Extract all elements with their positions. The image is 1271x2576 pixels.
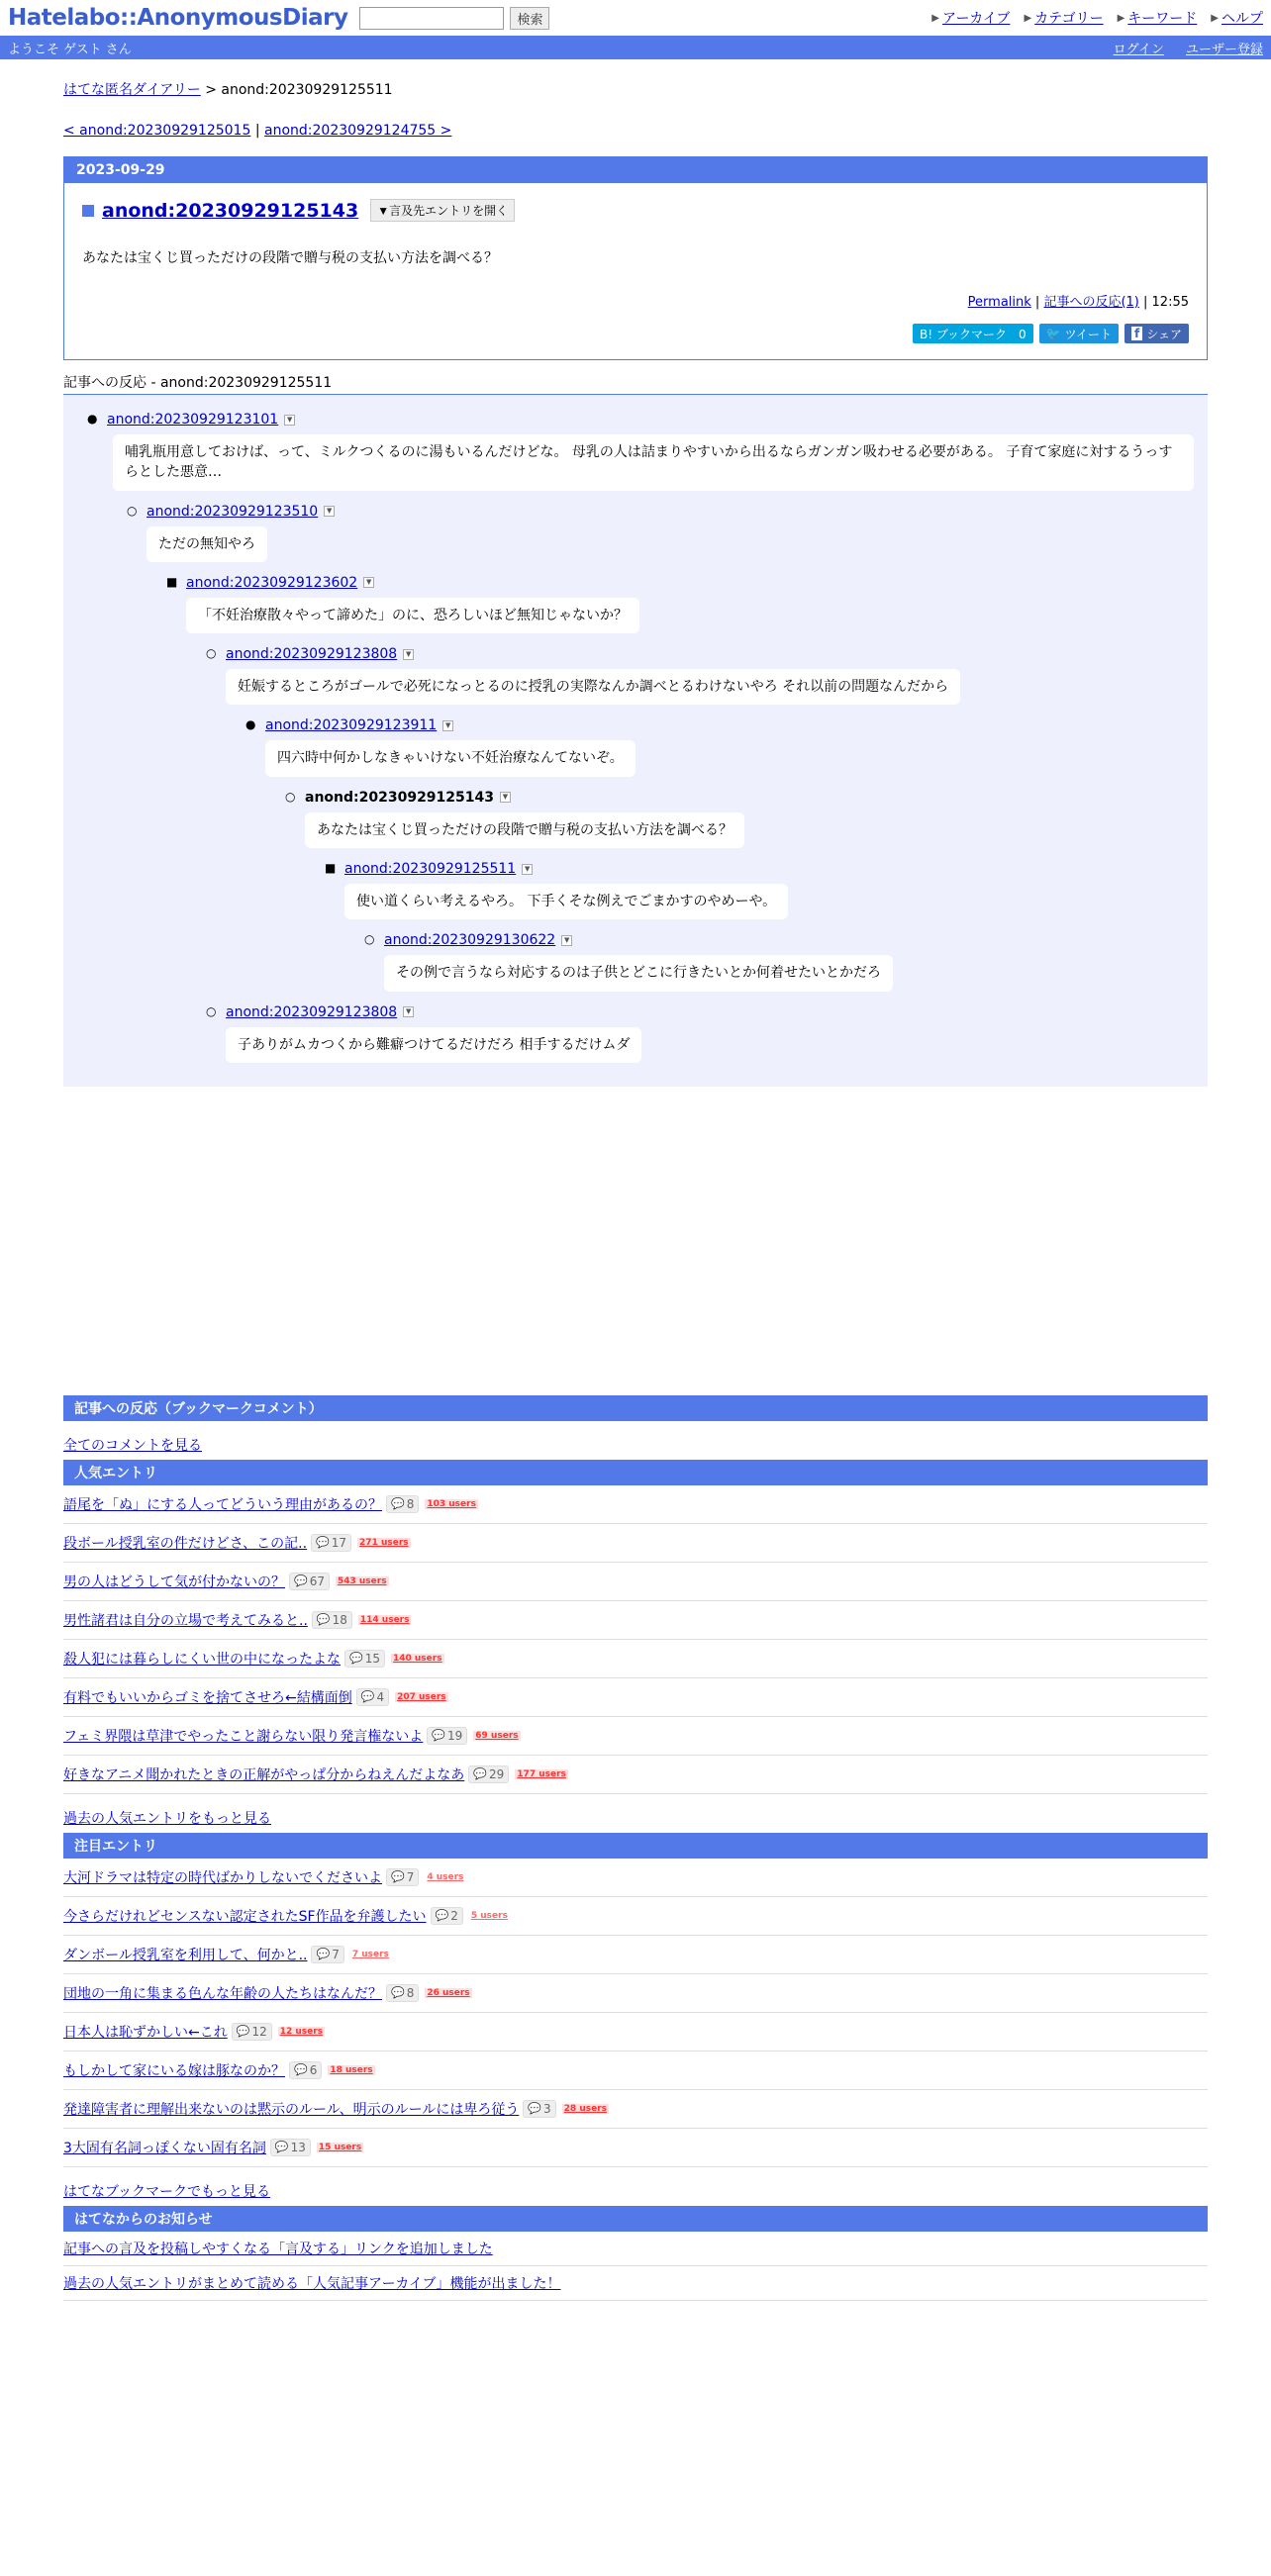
share-label: シェア	[1146, 327, 1182, 341]
entry-link[interactable]: 殺人犯には暮らしにくい世の中になったよな	[63, 1651, 341, 1668]
login-link[interactable]: ログイン	[1113, 42, 1164, 57]
reaction-node	[87, 411, 1194, 491]
circle-bullet-icon: ○	[285, 789, 296, 804]
comment-icon: 💬	[432, 1729, 446, 1743]
reaction-node	[245, 716, 1194, 776]
bookmark-users-badge[interactable]: 28 users	[563, 2103, 607, 2114]
bookmark-users-badge[interactable]: 103 users	[427, 1498, 476, 1509]
comment-count-badge[interactable]	[270, 2139, 311, 2156]
dropdown-icon[interactable]: ▼	[284, 415, 295, 426]
notices-heading: はてなからのお知らせ	[63, 2206, 1208, 2232]
entry-row	[63, 1897, 1208, 1936]
bookmark-users-badge[interactable]: 18 users	[330, 2064, 373, 2075]
entry-row	[63, 2129, 1208, 2167]
comment-count-badge[interactable]	[344, 1650, 385, 1668]
entry-link[interactable]: フェミ界隈は草津でやったこと謝らない限り発言権ないよ	[63, 1728, 424, 1745]
comment-count-badge[interactable]	[311, 1946, 343, 1963]
disc-bullet-icon: ●	[245, 717, 256, 732]
bookmark-users-badge[interactable]: 543 users	[337, 1575, 387, 1586]
entry-link[interactable]: 日本人は恥ずかしい←これ	[63, 2024, 228, 2041]
entry-link[interactable]: 3大固有名詞っぽくない固有名詞	[63, 2140, 266, 2156]
notice-list	[63, 2232, 1208, 2301]
bookmark-users-badge[interactable]: 207 users	[397, 1691, 446, 1702]
bookmark-users-badge[interactable]: 4 users	[427, 1871, 464, 1882]
dropdown-icon[interactable]: ▼	[442, 720, 453, 731]
comment-count: 6	[309, 2062, 318, 2077]
breadcrumb-current: anond:20230929125511	[221, 82, 393, 98]
square-bullet-icon: ■	[166, 574, 178, 589]
entry-link[interactable]: 好きなアニメ聞かれたときの正解がやっぱ分からねえんだよなあ	[63, 1766, 465, 1783]
entry-row	[63, 1974, 1208, 2013]
nav-help[interactable]	[1211, 8, 1263, 28]
dropdown-icon[interactable]: ▼	[403, 1006, 414, 1017]
comment-icon: 💬	[360, 1690, 375, 1704]
reaction-node	[206, 645, 1194, 705]
breadcrumb-separator: >	[205, 82, 217, 98]
circle-bullet-icon: ○	[127, 503, 138, 518]
circle-bullet-icon: ○	[206, 1003, 217, 1018]
reaction-text: あなたは宝くじ買っただけの段階で贈与税の支払い方法を調べる？	[305, 812, 744, 848]
comment-count-badge[interactable]	[523, 2100, 555, 2118]
twitter-bird-icon: 🐦	[1045, 327, 1061, 340]
reaction-text: 子ありがムカつくから難癖つけてるだけだろ 相手するだけムダ	[226, 1027, 641, 1063]
pager-separator: |	[254, 123, 260, 139]
comment-count: 12	[251, 2024, 267, 2039]
search-button[interactable]: 検索	[510, 7, 549, 30]
comment-count: 29	[489, 1766, 505, 1781]
permalink[interactable]: Permalink	[967, 295, 1031, 310]
comment-count-badge[interactable]	[356, 1688, 389, 1706]
reaction-tree	[63, 395, 1208, 1087]
reactions-title: 記事への反応 - anond:20230929125511	[63, 372, 1208, 395]
dropdown-icon[interactable]: ▼	[363, 577, 374, 588]
reaction-node	[325, 860, 1194, 919]
comment-count-badge[interactable]	[232, 2023, 272, 2041]
comment-count-badge[interactable]	[289, 2061, 322, 2079]
bookmark-users-badge[interactable]: 5 users	[470, 1910, 508, 1921]
entry-link[interactable]: もしかして家にいる嫁は豚なのか？	[63, 2062, 285, 2079]
top-nav	[931, 8, 1263, 28]
entry-link[interactable]: ダンボール授乳室を利用して、何かと..	[63, 1947, 308, 1963]
entry-row	[63, 1936, 1208, 1974]
reaction-link[interactable]: anond:20230929123911	[265, 717, 438, 734]
chevron-right-icon: ▶	[931, 12, 939, 24]
comment-count: 17	[331, 1535, 347, 1550]
popular-heading: 人気エントリ	[63, 1460, 1208, 1485]
tweet-button[interactable]	[1039, 324, 1119, 343]
comment-icon: 💬	[435, 1909, 449, 1923]
next-entry-link[interactable]: anond:20230929124755 >	[264, 123, 452, 139]
disc-bullet-icon: ●	[87, 412, 98, 426]
current-entry-label: anond:20230929125143	[305, 789, 494, 806]
reaction-link[interactable]: anond:20230929123808	[226, 1003, 398, 1020]
comment-count: 8	[406, 1496, 415, 1511]
entry-row	[63, 1485, 1208, 1524]
entry-link[interactable]: 団地の一角に集まる色んな年齢の人たちはなんだ？	[63, 1985, 382, 2002]
entry-row	[63, 1524, 1208, 1563]
article	[63, 156, 1208, 360]
entry-footer: Permalink | 記事への反応(1) | 12:55	[967, 295, 1189, 310]
comment-icon: 💬	[391, 1986, 405, 2000]
nav-archive-label[interactable]: アーカイブ	[941, 11, 1011, 27]
nav-category[interactable]	[1024, 8, 1103, 28]
reaction-node	[127, 503, 1194, 562]
entry-header	[64, 183, 1207, 222]
site-logo[interactable]: Hatelabo::AnonymousDiary	[8, 5, 348, 31]
comment-count: 67	[309, 1574, 325, 1588]
featured-more-link[interactable]: はてなブックマークでもっと見る	[63, 2183, 271, 2200]
comment-icon: 💬	[316, 1536, 330, 1550]
entry-link[interactable]: 男性諸君は自分の立場で考えてみると..	[63, 1612, 308, 1629]
share-buttons	[64, 310, 1207, 359]
comment-icon: 💬	[473, 1767, 488, 1781]
bookmark-users-badge[interactable]: 12 users	[279, 2026, 324, 2037]
entry-time: 12:55	[1151, 295, 1189, 310]
reaction-link[interactable]: anond:20230929123101	[107, 412, 279, 428]
comment-count-badge[interactable]	[386, 1868, 419, 1886]
signup-link[interactable]: ユーザー登録	[1185, 42, 1263, 57]
comment-icon: 💬	[316, 1948, 331, 1961]
bookmark-users-badge[interactable]: 114 users	[359, 1614, 410, 1625]
reaction-node	[206, 1003, 1194, 1063]
featured-list	[63, 1859, 1208, 2167]
reaction-link[interactable]: anond:20230929123808	[226, 646, 398, 663]
nav-keyword-label[interactable]: キーワード	[1127, 11, 1198, 27]
comment-icon: 💬	[349, 1652, 363, 1666]
article-date: 2023-09-29	[64, 157, 1207, 183]
featured-heading: 注目エントリ	[63, 1833, 1208, 1859]
comment-count-badge[interactable]	[386, 1495, 419, 1513]
entry-body: あなたは宝くじ買っただけの段階で贈与税の支払い方法を調べる？	[82, 250, 498, 266]
comment-icon: 💬	[274, 2141, 289, 2154]
hatena-bookmark-button[interactable]: B! ブックマーク 0	[913, 324, 1033, 343]
bookmark-comments-heading: 記事への反応（ブックマークコメント）	[63, 1395, 1208, 1421]
all-comments-link[interactable]: 全てのコメントを見る	[63, 1437, 202, 1454]
chevron-right-icon: ▶	[1211, 12, 1219, 24]
reaction-link[interactable]: anond:20230929123510	[147, 503, 319, 520]
facebook-icon: f	[1131, 327, 1142, 340]
pager	[63, 123, 1208, 139]
dropdown-icon[interactable]: ▼	[500, 792, 511, 803]
comment-count: 13	[290, 2140, 306, 2154]
comment-count: 7	[332, 1947, 340, 1961]
comment-count: 8	[406, 1985, 415, 2000]
welcome-bar	[0, 36, 1271, 59]
tweet-label: ツイート	[1064, 327, 1112, 341]
comment-icon: 💬	[316, 1613, 331, 1627]
reaction-link[interactable]: anond:20230929123602	[186, 574, 358, 591]
popular-more-link[interactable]: 過去の人気エントリをもっと見る	[63, 1810, 271, 1827]
comment-count: 7	[406, 1869, 415, 1884]
comment-count: 2	[450, 1908, 458, 1923]
entry-row	[63, 1601, 1208, 1640]
header	[0, 0, 1271, 36]
circle-bullet-icon: ○	[364, 932, 375, 947]
entry-link[interactable]: 今さらだけれどセンスない認定されたSF作品を弁護したい	[63, 1908, 427, 1925]
entry-link[interactable]: 発達障害者に理解出来ないのは黙示のルール、明示のルールには卑ろ従う	[63, 2101, 520, 2118]
entry-link[interactable]: 有料でもいいからゴミを捨てさせろ←結構面倒	[63, 1689, 352, 1706]
reaction-node	[364, 931, 1194, 991]
welcome-text: ようこそ ゲスト さん	[8, 42, 132, 57]
search-input[interactable]	[359, 7, 504, 30]
prev-entry-link[interactable]: < anond:20230929125015	[63, 123, 251, 139]
reaction-node	[166, 574, 1194, 633]
entry-square-icon	[82, 205, 94, 217]
dropdown-icon[interactable]: ▼	[403, 649, 414, 660]
comment-icon: 💬	[391, 1497, 405, 1511]
entry-row	[63, 1859, 1208, 1897]
entry-link[interactable]: 語尾を「ぬ」にする人ってどういう理由があるの？	[63, 1496, 382, 1513]
nav-category-label[interactable]: カテゴリー	[1034, 11, 1104, 27]
comment-count: 4	[376, 1689, 385, 1704]
entry-link[interactable]: 男の人はどうして気が付かないの？	[63, 1574, 285, 1590]
notice-row	[63, 2232, 1208, 2266]
comment-count-badge[interactable]	[431, 1907, 463, 1925]
comment-count-badge[interactable]	[386, 1984, 419, 2002]
comment-icon: 💬	[528, 2102, 542, 2116]
comment-icon: 💬	[294, 2063, 308, 2077]
entry-link[interactable]: 段ボール授乳室の件だけどさ、この記..	[63, 1535, 308, 1552]
comment-count-badge[interactable]	[289, 1573, 330, 1590]
entry-row	[63, 1563, 1208, 1601]
main-content	[63, 79, 1208, 2301]
breadcrumb	[63, 79, 1208, 99]
entry-title[interactable]: anond:20230929125143	[102, 199, 359, 222]
comment-count-badge[interactable]	[427, 1727, 467, 1745]
entry-link[interactable]: 大河ドラマは特定の時代ばかりしないでくださいよ	[63, 1869, 382, 1886]
reaction-link[interactable]: anond:20230929125511	[344, 861, 517, 878]
reaction-text: 四六時中何かしなきゃいけない不妊治療なんてないぞ。	[265, 740, 636, 776]
comment-icon: 💬	[391, 1870, 405, 1884]
entry-row	[63, 2051, 1208, 2090]
entry-row	[63, 1717, 1208, 1756]
comment-count: 19	[447, 1728, 463, 1743]
open-referenced-entry-button[interactable]: ▼言及先エントリを開く	[370, 199, 515, 222]
reaction-text: その例で言うなら対応するのは子供とどこに行きたいとか何着せたいとかだろ	[384, 955, 893, 991]
comment-count-badge[interactable]	[311, 1534, 351, 1552]
nav-archive[interactable]	[931, 8, 1010, 28]
entry-row	[63, 2090, 1208, 2129]
dropdown-icon[interactable]: ▼	[324, 506, 335, 517]
dropdown-icon[interactable]: ▼	[522, 864, 533, 875]
reactions-link[interactable]: 記事への反応(1)	[1043, 295, 1139, 310]
facebook-share-button[interactable]	[1124, 324, 1189, 343]
notice-link[interactable]: 過去の人気エントリがまとめて読める「人気記事アーカイブ」機能が出ました！	[63, 2275, 561, 2292]
popular-list	[63, 1485, 1208, 1794]
nav-help-label[interactable]: ヘルプ	[1222, 11, 1263, 27]
bookmark-users-badge[interactable]: 7 users	[351, 1949, 389, 1959]
bookmark-users-badge[interactable]: 15 users	[318, 2142, 362, 2152]
reaction-text: 「不妊治療散々やって諦めた」のに、恐ろしいほど無知じゃないか？	[186, 598, 639, 633]
entry-row	[63, 1640, 1208, 1678]
circle-bullet-icon: ○	[206, 646, 217, 661]
entry-row	[63, 1756, 1208, 1794]
reaction-text: 妊娠するところがゴールで必死になっとるのに授乳の実際なんか調べとるわけないやろ それ以前の問題なんだから	[226, 669, 960, 705]
chevron-right-icon: ▶	[1117, 12, 1125, 24]
comment-icon: 💬	[236, 2025, 250, 2039]
comment-count: 3	[543, 2101, 551, 2116]
comment-icon: 💬	[294, 1574, 308, 1588]
entry-row	[63, 1678, 1208, 1717]
bookmark-users-badge[interactable]: 26 users	[427, 1987, 470, 1998]
chevron-right-icon: ▶	[1024, 12, 1032, 24]
comment-count: 18	[332, 1612, 347, 1627]
bookmark-users-badge[interactable]: 69 users	[475, 1730, 519, 1741]
bookmark-users-badge[interactable]: 271 users	[359, 1537, 409, 1548]
square-bullet-icon: ■	[325, 861, 337, 876]
bookmark-users-badge[interactable]: 140 users	[392, 1653, 442, 1664]
comment-count-badge[interactable]	[312, 1611, 352, 1629]
breadcrumb-root[interactable]: はてな匿名ダイアリー	[63, 82, 201, 98]
reaction-link[interactable]: anond:20230929130622	[384, 932, 556, 949]
notice-link[interactable]: 記事への言及を投稿しやすくなる「言及する」リンクを追加しました	[63, 2241, 493, 2257]
entry-row	[63, 2013, 1208, 2051]
comment-count: 15	[364, 1651, 380, 1666]
notice-row	[63, 2266, 1208, 2301]
reaction-text: ただの無知やろ	[147, 526, 267, 562]
dropdown-icon[interactable]: ▼	[561, 935, 572, 946]
reaction-text: 哺乳瓶用意しておけば、って、ミルクつくるのに湯もいるんだけどな。 母乳の人は詰まりやすいから出るならガンガン吸わせる必要がある。 子育て家庭に対するうっすらとした悪意…	[113, 434, 1194, 491]
nav-keyword[interactable]	[1118, 8, 1198, 28]
reaction-text: 使い道くらい考えるやろ。 下手くそな例えでごまかすのやめーや。	[344, 884, 788, 919]
comment-count-badge[interactable]	[468, 1765, 509, 1783]
bookmark-users-badge[interactable]: 177 users	[517, 1768, 566, 1779]
reaction-node-current	[285, 789, 1194, 848]
